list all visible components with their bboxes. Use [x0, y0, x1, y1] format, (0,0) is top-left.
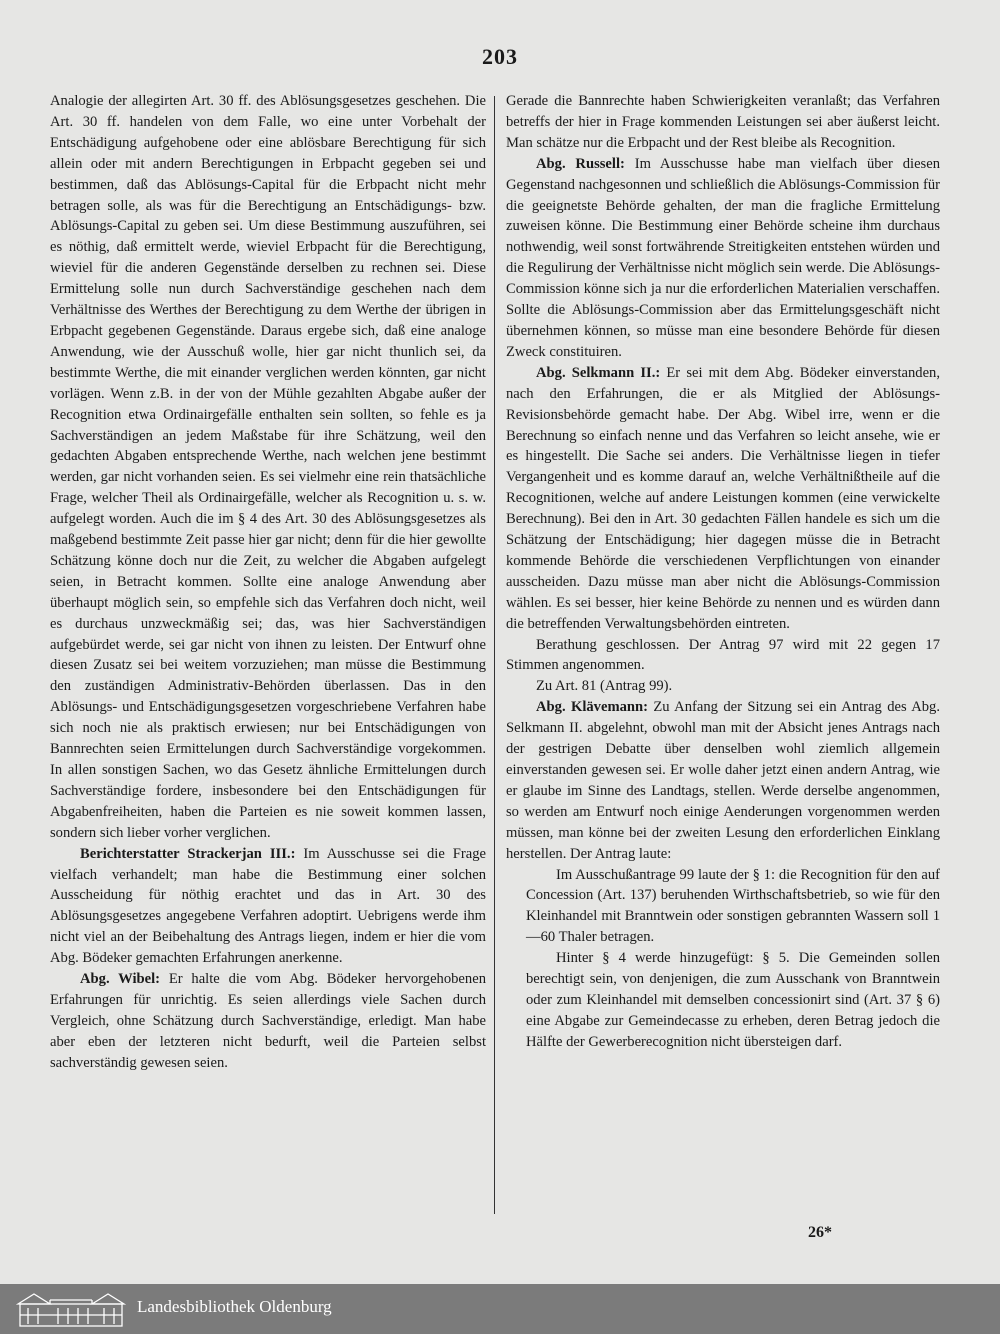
page-number: 203 [482, 44, 518, 69]
speaker-name: Berichterstatter Strackerjan III.: [80, 845, 296, 862]
paragraph [50, 844, 486, 969]
speech-text: Im Ausschusse sei die Frage vielfach verhandelt; man habe die Bestimmung einer solchen Ausscheidung für nöthig erachtet und das in Art. 30 des Ablösungsgesetzes angegebene Verfahren adoptirt. Uebrigens werde ihm nicht viel an der Beibehaltung des Antrags liegen, indem er hier die vom Abg. Bödeker gemachten Erfahrungen anerkenne. [50, 845, 486, 967]
paragraph: Gerade die Bannrechte haben Schwierigkeiten veranlaßt; das Verfahren betreffs der hier in Frage kommenden Leistungen sei aber äußerst leicht. Man schätze nur die Erbpacht und der Rest bleibe als Recognition. [506, 93, 940, 151]
speaker-name: Abg. Klävemann: [536, 699, 649, 716]
speech-text: Zu Anfang der Sitzung sei ein Antrag des Abg. Selkmann II. abgelehnt, obwohl man mit der Absicht jenes Antrags nach der gestrigen Debatte über denselben wohl ziemlich allgemein einverstanden gewesen sei. Er wolle daher jetzt einen andern Antrag, wie er glaube im Sinne des Landtags, stellen. Werde derselbe angenommen, so werden am Entwurf noch einige Aenderungen vorgenommen werden müssen, man könne bei der zweiten Lesung den erforderlichen Einklang herstellen. Der Antrag laute: [506, 699, 940, 862]
column-divider [494, 96, 495, 1214]
right-column [506, 91, 940, 1221]
signature-mark: 26* [808, 1224, 832, 1241]
speech-text: Er halte die vom Abg. Bödeker hervorgehobenen Erfahrungen für unrichtig. Es seien allerdings viele Sachen durch Vergleich, ohne Schätzung durch Sachverständige, erledigt. Man habe aber eben der letzteren nicht bedurft, weil die Parteien selbst sachverständig gewesen seien. [50, 971, 486, 1071]
speaker-name: Abg. Russell: [536, 155, 625, 172]
paragraph: Berathung geschlossen. Der Antrag 97 wird mit 22 gegen 17 Stimmen angenommen. [506, 636, 940, 674]
quoted-motion: Hinter § 4 werde hinzugefügt: § 5. Die Gemeinden sollen berechtigt sein, von denjenigen, die zum Ausschank von Branntwein oder zum Kleinhandel mit demselben concessionirt sind (Art. 37 § 6) eine Abgabe zur Gemeindecasse zu erheben, deren Betrag jedoch die Hälfte der Gewerberecognition nicht übersteigen darf. [526, 950, 940, 1050]
library-name: Landesbibliothek Oldenburg [137, 1297, 332, 1316]
library-building-icon [16, 1290, 126, 1328]
paragraph: Zu Art. 81 (Antrag 99). [536, 678, 673, 695]
footer-bar [0, 1284, 1000, 1334]
paragraph [506, 363, 940, 635]
speaker-name: Abg. Wibel: [80, 971, 161, 988]
paragraph [50, 969, 486, 1074]
speech-text: Er sei mit dem Abg. Bödeker einverstanden, nach den Erfahrungen, die er als Mitglied der Ablösungs-Revisionsbehörde gemacht habe. Der Abg. Wibel irre, wenn er die Berechnung so einfach nenne und das Verfahren so leicht ansehe, wie er es hingestellt. Die Sache sei anders. Die Verhältnisse liegen in tiefer Vergangenheit und es komme darauf an, welche Verhältnißtheile auf die Recognitionen, welche auf andere Leistungen kommen (eine verwickelte Berechnung). Bei den in Art. 30 gedachten Fällen handele es sich um die Schätzung der Entschädigung; hier dagegen müsse die in Betracht kommende Behörde die verschiedenen Verpflichtungen von einander ausscheiden. Dazu müsse man aber nicht die Ablösungs-Commission wählen. Es sei besser, hier keine Behörde zu nennen und es würden dann die betreffenden Verwaltungsbehörden eintreten. [506, 364, 940, 632]
paragraph [506, 154, 940, 363]
left-column [50, 91, 486, 1221]
speech-text: Im Ausschusse habe man vielfach über diesen Gegenstand nachgesonnen und schließlich die Ablösungs-Commission für die geeignetste Behörde gehalten, der man die fragliche Ermittelung zuweisen könne. Die Bestimmung einer Behörde scheine ihm durchaus nothwendig, weil sonst fortwährende Streitigkeiten entstehen würden und die Regulirung der Verhältnisse nicht möglich sein werde. Die Ablösungs-Commission könne sich ja nur die erforderlichen Materialien verschaffen. Sollte die Ablösungs-Commission aber das Ermittelungsgeschäft nicht übernehmen können, so müsse man eine besondere Behörde für diesen Zweck constituiren. [506, 155, 940, 360]
speaker-name: Abg. Selkmann II.: [536, 364, 661, 381]
quoted-motion: Im Ausschußantrage 99 laute der § 1: die Recognition für den auf Concession (Art. 137) beruhenden Wirthschaftsbetrieb, so wie für den Kleinhandel mit Branntwein oder sonstigen gebrannten Wassern soll 1—60 Thaler betragen. [526, 866, 940, 946]
paragraph: Analogie der allegirten Art. 30 ff. des Ablösungsgesetzes geschehen. Die Art. 30 ff. handelen von dem Falle, wo eine unter Vorbehalt der Entschädigung aufgehobene oder eine ablösbare Berechtigung für sich allein oder mit andern Berechtigungen in Erbpacht gegeben sei und bestimmen, daß das Ablösungs-Capital für die Erbpacht nicht mehr betragen solle, als was für die Berechtigung an Entschädigungs- bzw. Ablösungs-Capital zu geben sei. Um diese Bestimmung auszuführen, sei es nöthig, daß ermittelt werde, wieviel Erbpacht für die Berechtigung, wieviel für die anderen Gegenstände derselben zu rechnen sei. Diese Ermittelung solle nun durch Sachverständige geschehen nach dem Verhältnisse des Werthes der Berechtigung zu dem Werthe der übrigen in Erbpacht gegebenen Gegenstände. Daraus ergebe sich, daß eine analoge Anwendung, wie der Ausschuß wolle, hier gar nicht thunlich sei, da bestimmte Werthe, die mit einander verglichen werden könnten, gar nicht vorlägen. Wenn z.B. in der von der Mühle gezahlten Abgabe außer der Recognition etwa Ordinairgefälle enthalten sein sollten, so fehle es ja Sachverständigen an jedem Maßstabe für ihre Schätzung, weil den gedachten Abgaben entsprechende Werthe, nach welchen jene bestimmt werden, gar nicht vorhanden seien. Es sei vielmehr eine rein thatsächliche Frage, welcher Theil als Ordinairgefälle, welcher als Recognition u. s. w. aufgelegt worden. Auch die im § 4 des Art. 30 des Ablösungsgesetzes als maßgebend bestimmte Zeit passe hier gar nicht; denn für die hier gewollte Schätzung könne doch nur die Zeit, zu welcher die Abgaben aufgelegt seien, in Betracht kommen. Sollte eine analoge Anwendung aber überhaupt möglich sein, so empfehle sich das Verfahren doch nicht, weil es durchaus unzweckmäßig sei; das, was hier Sachverständigen aufgebürdet werde, sei gar nicht von ihnen zu leisten. Der Entwurf ohne diesen Zusatz sei bei weitem vorzuziehen; man müsse die Bestimmung den zuständigen Administrativ-Behörden überlassen. Das in den Ablösungs- und Entschädigungsgesetzen vorgeschriebene Verfahren habe sich noch nie als praktisch erwiesen; nur bei Entschädigungen von Bannrechten seien Ermittelungen durch Sachverständige vorgekommen. In allen sonstigen Sachen, wo das Gesetz ähnliche Ermittelungen durch Sachverständige fordere, insbesondere bei den Entschädigungen für Abgabenfreiheiten, haben die Parteien es nie soweit kommen lassen, sondern sich lieber vorher verglichen. [50, 93, 486, 841]
paragraph [506, 697, 940, 864]
